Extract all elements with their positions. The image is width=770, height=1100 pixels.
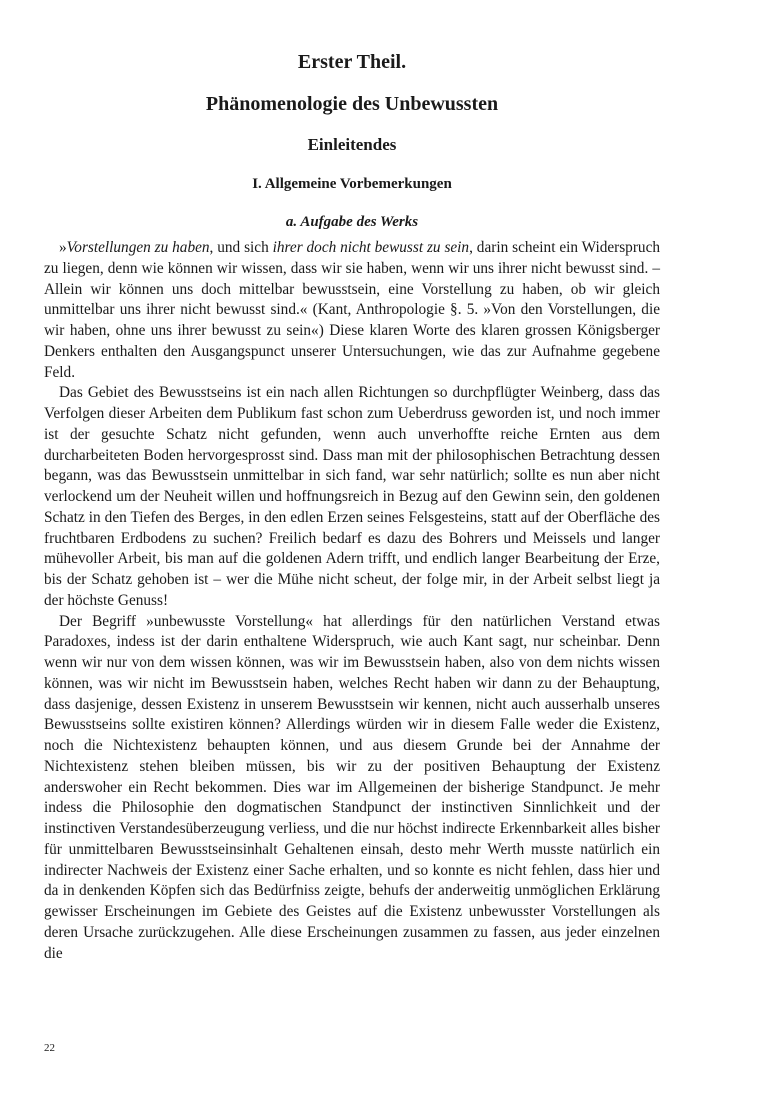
page-content [44, 50, 660, 964]
part-heading: Erster Theil. [297, 51, 407, 73]
paragraph-1 [44, 238, 660, 383]
book-title: Phänomenologie des Unbewussten [205, 93, 499, 115]
emphasis-2: ihrer doch nicht bewusst zu sein [272, 239, 470, 256]
emphasis-1: Vorstellungen zu haben [66, 239, 210, 256]
intro-heading: Einleitendes [307, 135, 397, 154]
page-number: 22 [44, 1042, 55, 1054]
paragraph-2: Das Gebiet des Bewusstseins ist ein nach allen Richtungen so durchpflügter Weinberg, dass das Verfolgen dieser Arbeiten dem Publikum fast schon zum Ueberdruss geworden ist, und noch immer ist der gesuchte Schatz nicht gefunden, wenn auch unverhoffte reiche Ernten aus dem durcharbeiteten Boden hervorgesprosst sind. Dass man mit der philosophischen Betrachtung dessen begann, was das Bewusstsein unmittelbar in sich fand, war sehr natürlich; sollte es nun aber nicht verlockend um der Neuheit willen und hoffnungsreich in Bezug auf den Gewinn sein, den goldenen Schatz in den Tiefen des Berges, in den edlen Erzen seines Felsgesteins, statt auf der Oberfläche des fruchtbaren Erdbodens zu suchen? Freilich bedarf es dazu des Bohrers und Meissels und langer mühevoller Arbeit, bis man auf die goldenen Adern trifft, und endlich langer Bearbeitung der Erze, bis der Schatz gehoben ist – wer die Mühe nicht scheut, der folge mir, in der Arbeit selbst liegt ja der höchste Genuss! [44, 384, 660, 609]
text-run-2: , darin scheint ein Widerspruch zu liegen, denn wie können wir wissen, dass wir sie haben, wenn wir uns ihrer nicht bewusst sind. – Allein wir können uns doch mittelbar bewusstsein, eine Vorstellung zu haben, ob wir gleich unmittelbar uns ihrer nicht bewusst sind.« (Kant, Anthropologie §. 5. »Von den Vorstellungen, die wir haben, ohne uns ihrer bewusst zu sein«) Diese klaren Worte des klaren grossen Königsberger Denkers enthalten den Ausgangspunct unserer Untersuchungen, wie das zur Aufnahme gegebene Feld. [44, 239, 661, 381]
subsection-heading: a. Aufgabe des Werks [285, 214, 419, 230]
quote-mark: » [59, 239, 67, 256]
text-run-1: , und sich [209, 239, 273, 256]
body-text [44, 238, 660, 964]
section-heading: I. Allgemeine Vorbemerkungen [252, 176, 452, 192]
paragraph-3: Der Begriff »unbewusste Vorstellung« hat allerdings für den natürlichen Verstand etwas Paradoxes, indess ist der darin enthaltene Widerspruch, wie auch Kant sagt, nur scheinbar. Denn wenn wir nur von dem wissen können, was wir im Bewusstsein haben, also von dem nichts wissen können, was wir nicht im Bewusstsein haben, welches Recht haben wir dann zu der Behauptung, dass dasjenige, dessen Existenz in unserem Bewusstsein wir kennen, nicht auch ausserhalb unseres Bewusstseins sollte existiren können? Allerdings würden wir in diesem Falle weder die Existenz, noch die Nichtexistenz behaupten können, und aus diesem Grunde bei der Annahme der Nichtexistenz stehen bleiben müssen, bis wir zu der positiven Behauptung der Existenz anderswoher ein Recht bekommen. Dies war im Allgemeinen der bisherige Standpunct. Je mehr indess die Philosophie den dogmatischen Standpunct der instinctiven Sinnlichkeit und der instinctiven Verstandesüberzeugung verliess, und die nur höchst indirecte Erkennbarkeit alles bisher für unmittelbaren Bewusstseinsinhalt Gehaltenen einsah, desto mehr Werth musste natürlich ein indirecter Nachweis der Existenz einer Sache erhalten, und so konnte es nicht fehlen, dass hier und da in denkenden Köpfen sich das Bedürfniss zeigte, behufs der anderweitig unmöglichen Erklärung gewisser Erscheinungen im Gebiete des Geistes auf die Existenz unbewusster Vorstellungen als deren Ursache zurückzugehen. Alle diese Erscheinungen zusammen zu fassen, aus jeder einzelnen die [44, 612, 660, 962]
